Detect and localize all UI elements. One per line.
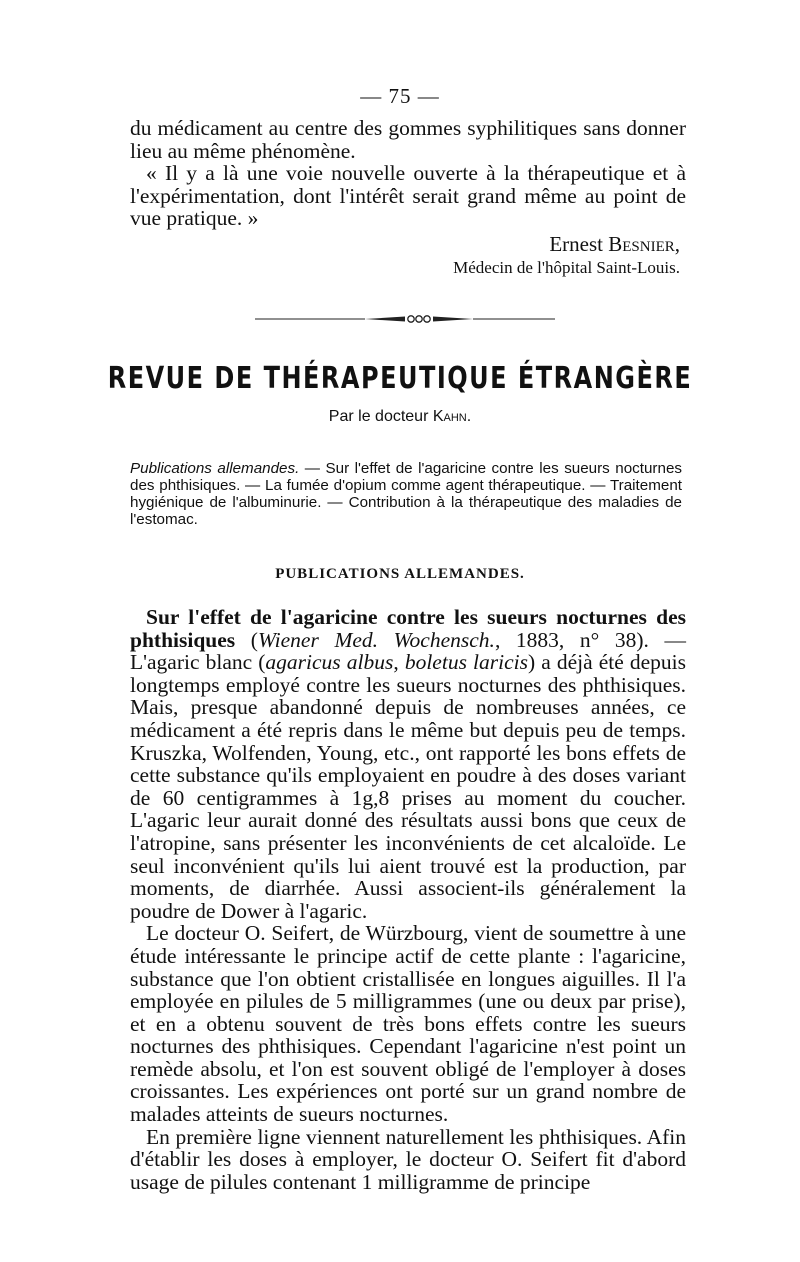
journal-reference: Wiener Med. Wochensch. bbox=[257, 627, 495, 652]
latin-name-1: agaricus albus bbox=[265, 650, 394, 675]
summary-text: — Sur l'effet de l'agaricine contre les sueurs nocturnes des phthisiques. — La fumée d'opium comme agent thérapeutique. — Traitement hygiénique de l'albuminurie. — Contribution à la thérapeutique des maladies de l'estomac. bbox=[130, 460, 682, 528]
article-title: Sur l'effet de l'agaricine contre les sueurs nocturnes des phthisiques bbox=[130, 605, 686, 652]
summary-label: Publications allemandes. bbox=[130, 460, 300, 477]
article-paragraph-1 bbox=[130, 606, 686, 922]
byline bbox=[0, 408, 800, 426]
article-body bbox=[130, 606, 686, 1193]
article-paragraph-3: En première ligne viennent naturellement les phthisiques. Afin d'établir les doses à employer, le docteur O. Seifert fit d'abord usage de pilules contenant 1 milligramme de principe bbox=[130, 1124, 686, 1194]
closing-quote-paragraph: « Il y a là une voie nouvelle ouverte à la thérapeutique et à l'expérimentation, dont l'intérêt serait grand même au point de vue pratique. » bbox=[130, 161, 686, 231]
previous-article-ending bbox=[130, 117, 686, 230]
ref-rest: , 1883, n° 38). — L'agaric blanc ( bbox=[130, 627, 686, 675]
signature-role: Médecin de l'hôpital Saint-Louis. bbox=[453, 258, 680, 277]
signature-name bbox=[300, 232, 680, 257]
section-title: REVUE DE THÉRAPEUTIQUE ÉTRANGÈRE bbox=[107, 360, 693, 396]
byline-author: Kahn. bbox=[432, 408, 472, 425]
section-summary bbox=[130, 460, 682, 528]
byline-prefix: Par le docteur bbox=[328, 408, 429, 425]
subheading: PUBLICATIONS ALLEMANDES. bbox=[275, 566, 525, 582]
paragraph-1-rest: ) a déjà été depuis longtemps employé contre les sueurs nocturnes des phthisiques. Mais, presque abandonné depuis de nombreuses années, ce médicament a été repris dans le même but depuis peu de temps. Kruszka, Wolfenden, Young, etc., ont rapporté les bons effets de cette substance qu'ils employaient en poudre à des doses variant de 60 centigrammes à 1g,8 prises au moment du coucher. L'agaric leur aurait donné des résultats aussi bons que ceux de l'atropine, sans présenter les inconvénients de cet alcaloïde. Le seul inconvénient qu'ils lui aient trouvé est la production, par moments, de diarrhée. Aussi associent-ils généralement la poudre de Dower à l'agaric. bbox=[130, 650, 687, 923]
continuation-paragraph: du médicament au centre des gommes syphilitiques sans donner lieu au même phénomène. bbox=[130, 116, 686, 163]
article-paragraph-2: Le docteur O. Seifert, de Würzbourg, vient de soumettre à une étude intéressante le principe actif de cette plante : l'agaricine, substance que l'on obtient cristallisée en longues aiguilles. Il l'a employée en pilules de 5 milligrammes (une ou deux par prise), et en a obtenu souvent de très bons effets contre les sueurs nocturnes des phthisiques. Cependant l'agaricine n'est point un remède absolu, et l'on est souvent obligé de l'employer à doses croissantes. Les expériences ont porté sur un grand nombre de malades atteints de sueurs nocturnes. bbox=[130, 921, 686, 1127]
signature-first-name: Ernest bbox=[549, 232, 603, 256]
page-number: — 75 — bbox=[360, 84, 440, 108]
latin-name-2: boletus laricis bbox=[404, 650, 528, 675]
latin-separator: , bbox=[393, 650, 405, 675]
ornamental-separator bbox=[255, 314, 555, 324]
signature-last-name: Besnier, bbox=[608, 232, 680, 256]
ref-open: ( bbox=[235, 627, 258, 652]
